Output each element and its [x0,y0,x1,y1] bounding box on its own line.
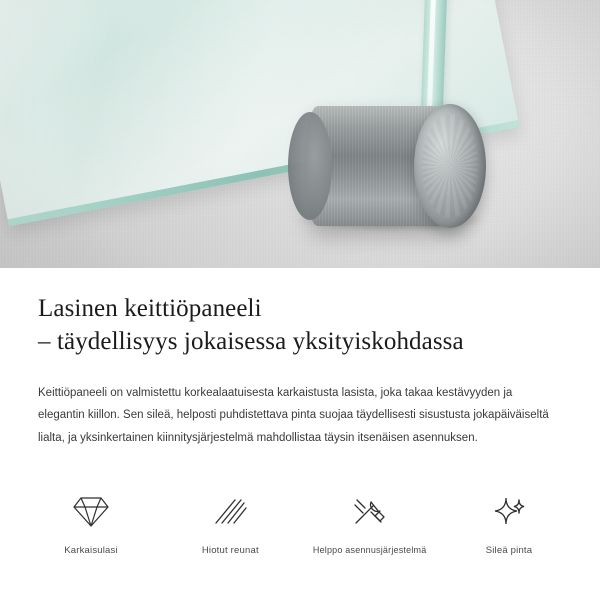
feature-item-tempered-glass [26,491,156,556]
feature-list [0,449,600,556]
hero-image [0,0,600,268]
hero-vignette [0,0,600,268]
feature-item-easy-mounting [305,491,435,555]
polished-edges-icon [165,491,295,533]
body-paragraph: Keittiöpaneeli on valmistettu korkealaatuisesta karkaistusta lasista, joka takaa kestävyyden ja elegantin kiillon. Sen sileä, helposti puhdistettava pinta suojaa täydellisesti sisustusta jokapäiväiseltä lialta, ja yksinkertainen kiinnitysjärjestelmä mahdollistaa täysin itsenäisen asennuksen. [38,387,549,444]
feature-label: Helppo asennusjärjestelmä [312,545,427,556]
tools-icon [305,491,435,533]
headline-line-1: Lasinen keittiöpaneeli [38,295,262,322]
headline-line-2: – täydellisyys jokaisessa yksityiskohdassa [38,328,464,355]
sparkle-icon [444,491,574,533]
page-title [38,292,562,358]
feature-label: Sileä pinta [485,545,533,557]
content-block [0,268,600,449]
feature-label: Karkaisulasi [64,545,118,557]
feature-item-smooth-surface [444,491,574,556]
feature-item-polished-edges [165,491,295,556]
diamond-icon [26,491,156,533]
feature-label: Hiotut reunat [201,545,259,557]
